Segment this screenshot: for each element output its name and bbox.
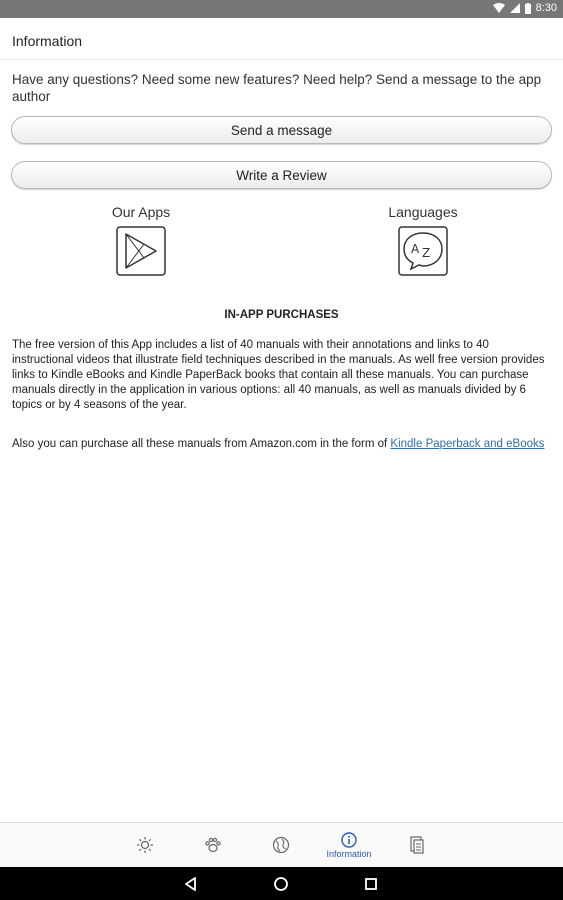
tab-information-label: Information <box>326 848 372 859</box>
document-icon <box>409 836 425 854</box>
wifi-icon <box>493 3 505 13</box>
amazon-paragraph <box>12 437 552 452</box>
status-bar <box>0 0 563 18</box>
our-apps-tile[interactable] <box>81 204 201 276</box>
languages-tile[interactable] <box>363 204 483 276</box>
tab-paw[interactable] <box>183 823 243 867</box>
in-app-description: The free version of this App includes a list of 40 manuals with their annotations and links to 40 instructional videos that illustrate field techniques described in the manuals. As well free version provides links to Kindle eBooks and Kindle PaperBack books that contain all these manuals. You can purchase manuals directly in the application in various options: all 40 manuals, as well as manuals divided by 6 topics or by 4 seasons of the year. <box>12 339 545 411</box>
signal-icon <box>510 3 520 13</box>
intro-text: Have any questions? Need some new features? Need help? Send a message to the app author <box>12 72 542 104</box>
tab-globe[interactable] <box>251 823 311 867</box>
back-icon[interactable] <box>182 875 200 893</box>
tab-documents[interactable] <box>387 823 447 867</box>
tab-information[interactable] <box>319 823 379 867</box>
globe-icon <box>272 836 290 854</box>
translate-icon[interactable] <box>398 226 448 276</box>
system-navigation-bar <box>0 867 563 900</box>
send-message-button[interactable]: Send a message <box>11 116 552 144</box>
info-icon <box>341 832 357 848</box>
in-app-purchases-heading: IN-APP PURCHASES <box>224 309 339 321</box>
our-apps-label: Our Apps <box>111 204 171 220</box>
bottom-navigation <box>0 822 563 867</box>
play-store-icon[interactable] <box>116 226 166 276</box>
home-icon[interactable] <box>272 875 290 893</box>
write-review-button[interactable]: Write a Review <box>11 161 552 189</box>
status-time: 8:30 <box>535 2 557 14</box>
sun-icon <box>136 836 154 854</box>
battery-icon <box>525 3 531 14</box>
recents-icon[interactable] <box>362 875 380 893</box>
paw-icon <box>204 836 222 854</box>
kindle-link[interactable]: Kindle Paperback and eBooks <box>390 438 545 450</box>
page-title: Information <box>12 33 83 49</box>
languages-label: Languages <box>388 204 458 220</box>
amazon-text: Also you can purchase all these manuals from Amazon.com in the form of <box>12 438 391 450</box>
app-bar <box>0 18 563 60</box>
tab-sun[interactable] <box>115 823 175 867</box>
svg-text:A: A <box>411 242 420 256</box>
svg-text:Z: Z <box>422 246 431 260</box>
